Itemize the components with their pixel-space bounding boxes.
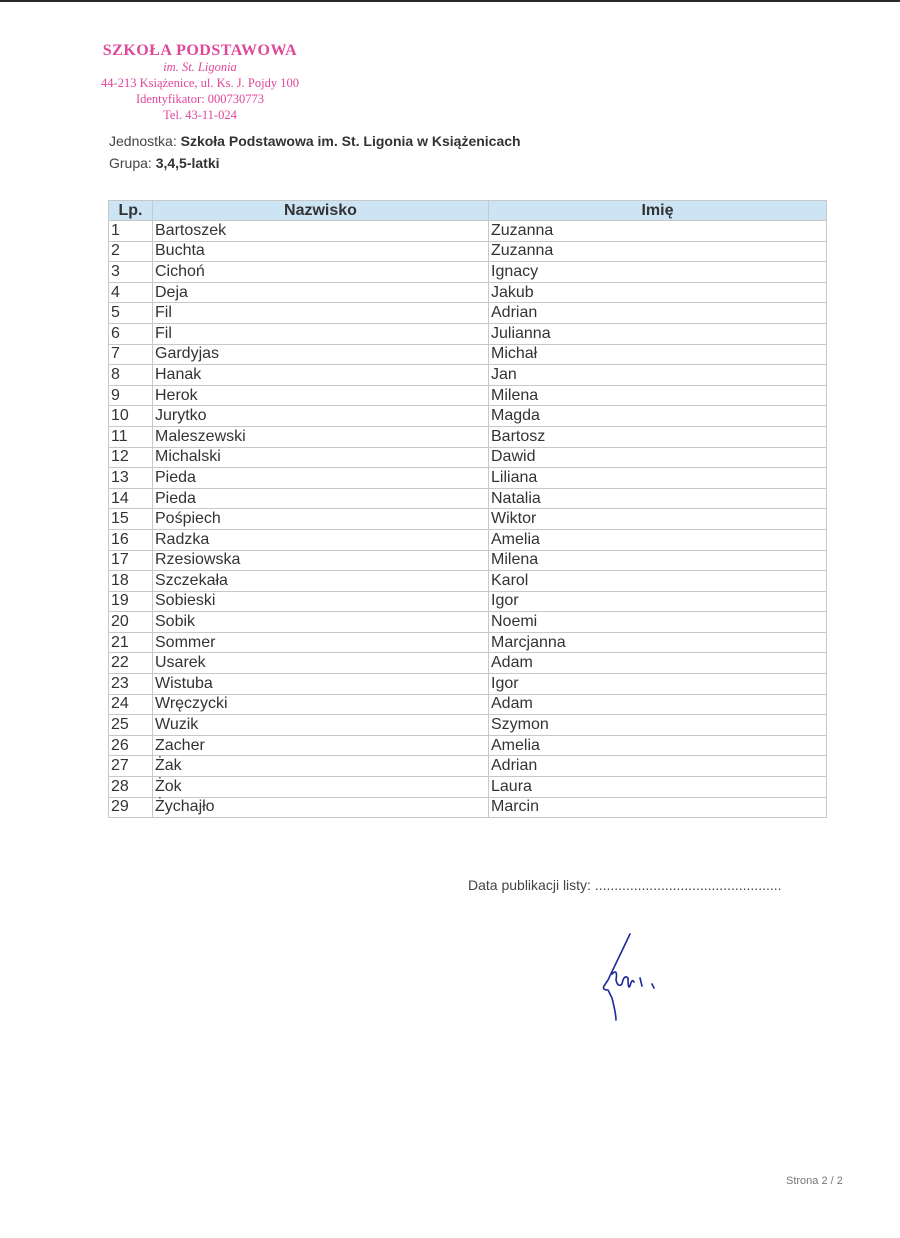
table-row: [109, 777, 827, 798]
cell-first-name: Adrian: [489, 756, 827, 777]
cell-lp: 19: [109, 591, 153, 612]
cell-surname: Bartoszek: [153, 221, 489, 242]
cell-lp: 3: [109, 262, 153, 283]
cell-surname: Herok: [153, 385, 489, 406]
header-lp: Lp.: [109, 201, 153, 221]
unit-line: [109, 133, 521, 149]
cell-first-name: Karol: [489, 571, 827, 592]
cell-first-name: Zuzanna: [489, 221, 827, 242]
table-row: [109, 488, 827, 509]
table-row: [109, 365, 827, 386]
table-row: [109, 385, 827, 406]
cell-surname: Żychajło: [153, 797, 489, 818]
cell-lp: 23: [109, 674, 153, 695]
cell-lp: 7: [109, 344, 153, 365]
page-number: Strona 2 / 2: [786, 1175, 843, 1187]
cell-first-name: Wiktor: [489, 509, 827, 530]
cell-surname: Wistuba: [153, 674, 489, 695]
stamp-school-name: SZKOŁA PODSTAWOWA: [102, 42, 298, 59]
signature: [594, 928, 664, 1023]
cell-lp: 27: [109, 756, 153, 777]
table-row: [109, 406, 827, 427]
cell-first-name: Igor: [489, 591, 827, 612]
table-row: [109, 756, 827, 777]
cell-lp: 2: [109, 241, 153, 262]
table-row: [109, 653, 827, 674]
cell-surname: Szczekała: [153, 571, 489, 592]
cell-first-name: Adam: [489, 653, 827, 674]
cell-surname: Żak: [153, 756, 489, 777]
table-row: [109, 797, 827, 818]
cell-lp: 1: [109, 221, 153, 242]
cell-lp: 26: [109, 735, 153, 756]
cell-surname: Zacher: [153, 735, 489, 756]
cell-lp: 6: [109, 323, 153, 344]
cell-lp: 4: [109, 282, 153, 303]
cell-surname: Cichoń: [153, 262, 489, 283]
children-list-table: [108, 200, 827, 818]
cell-first-name: Marcin: [489, 797, 827, 818]
school-stamp: [80, 42, 320, 123]
cell-lp: 14: [109, 488, 153, 509]
cell-surname: Rzesiowska: [153, 550, 489, 571]
cell-first-name: Jakub: [489, 282, 827, 303]
table-row: [109, 241, 827, 262]
cell-surname: Jurytko: [153, 406, 489, 427]
cell-first-name: Magda: [489, 406, 827, 427]
cell-lp: 24: [109, 694, 153, 715]
table-row: [109, 262, 827, 283]
cell-surname: Buchta: [153, 241, 489, 262]
cell-surname: Gardyjas: [153, 344, 489, 365]
cell-lp: 25: [109, 715, 153, 736]
publication-dots: ................................................: [594, 877, 782, 893]
table-row: [109, 447, 827, 468]
table-row: [109, 282, 827, 303]
cell-surname: Fil: [153, 323, 489, 344]
table-row: [109, 426, 827, 447]
cell-surname: Sommer: [153, 632, 489, 653]
cell-lp: 20: [109, 612, 153, 633]
cell-surname: Fil: [153, 303, 489, 324]
cell-first-name: Zuzanna: [489, 241, 827, 262]
cell-lp: 29: [109, 797, 153, 818]
table-row: [109, 303, 827, 324]
cell-surname: Usarek: [153, 653, 489, 674]
cell-first-name: Bartosz: [489, 426, 827, 447]
table-row: [109, 612, 827, 633]
stamp-phone: Tel. 43-11-024: [163, 108, 237, 122]
cell-surname: Sobieski: [153, 591, 489, 612]
cell-first-name: Michał: [489, 344, 827, 365]
cell-lp: 11: [109, 426, 153, 447]
cell-lp: 5: [109, 303, 153, 324]
cell-first-name: Liliana: [489, 468, 827, 489]
unit-label: Jednostka:: [109, 133, 177, 149]
table-row: [109, 323, 827, 344]
cell-first-name: Natalia: [489, 488, 827, 509]
cell-lp: 22: [109, 653, 153, 674]
cell-first-name: Szymon: [489, 715, 827, 736]
table-row: [109, 735, 827, 756]
cell-surname: Maleszewski: [153, 426, 489, 447]
table-row: [109, 694, 827, 715]
header-surname: Nazwisko: [153, 201, 489, 221]
group-line: [109, 155, 220, 171]
cell-lp: 13: [109, 468, 153, 489]
cell-lp: 8: [109, 365, 153, 386]
cell-first-name: Ignacy: [489, 262, 827, 283]
cell-first-name: Marcjanna: [489, 632, 827, 653]
stamp-identifier: Identyfikator: 000730773: [135, 92, 265, 106]
publication-date: [468, 877, 782, 893]
cell-first-name: Julianna: [489, 323, 827, 344]
group-value: 3,4,5-latki: [155, 155, 220, 171]
publication-label: Data publikacji listy:: [468, 877, 591, 893]
cell-first-name: Dawid: [489, 447, 827, 468]
table-row: [109, 571, 827, 592]
cell-first-name: Jan: [489, 365, 827, 386]
table-row: [109, 550, 827, 571]
cell-lp: 9: [109, 385, 153, 406]
cell-lp: 16: [109, 529, 153, 550]
table-row: [109, 509, 827, 530]
group-label: Grupa:: [109, 155, 152, 171]
cell-lp: 10: [109, 406, 153, 427]
table-row: [109, 221, 827, 242]
cell-first-name: Amelia: [489, 735, 827, 756]
table-row: [109, 674, 827, 695]
cell-first-name: Adam: [489, 694, 827, 715]
header-first-name: Imię: [489, 201, 827, 221]
cell-first-name: Igor: [489, 674, 827, 695]
table-row: [109, 468, 827, 489]
cell-surname: Żok: [153, 777, 489, 798]
cell-surname: Sobik: [153, 612, 489, 633]
cell-first-name: Milena: [489, 550, 827, 571]
cell-first-name: Milena: [489, 385, 827, 406]
cell-surname: Pośpiech: [153, 509, 489, 530]
cell-surname: Michalski: [153, 447, 489, 468]
table-row: [109, 344, 827, 365]
table-row: [109, 715, 827, 736]
cell-lp: 18: [109, 571, 153, 592]
cell-lp: 17: [109, 550, 153, 571]
cell-first-name: Noemi: [489, 612, 827, 633]
table-header-row: [109, 201, 827, 221]
cell-first-name: Amelia: [489, 529, 827, 550]
scan-top-edge: [0, 0, 900, 2]
stamp-patron: im. St. Ligonia: [163, 60, 237, 74]
cell-surname: Radzka: [153, 529, 489, 550]
cell-lp: 28: [109, 777, 153, 798]
table-row: [109, 632, 827, 653]
unit-value: Szkoła Podstawowa im. St. Ligonia w Książenicach: [180, 133, 521, 149]
cell-surname: Wręczycki: [153, 694, 489, 715]
table-row: [109, 591, 827, 612]
cell-lp: 15: [109, 509, 153, 530]
cell-surname: Pieda: [153, 468, 489, 489]
cell-surname: Pieda: [153, 488, 489, 509]
cell-first-name: Laura: [489, 777, 827, 798]
cell-surname: Deja: [153, 282, 489, 303]
cell-first-name: Adrian: [489, 303, 827, 324]
cell-surname: Hanak: [153, 365, 489, 386]
cell-lp: 21: [109, 632, 153, 653]
cell-lp: 12: [109, 447, 153, 468]
stamp-address: 44-213 Książenice, ul. Ks. J. Pojdy 100: [101, 76, 299, 90]
cell-surname: Wuzik: [153, 715, 489, 736]
table-row: [109, 529, 827, 550]
